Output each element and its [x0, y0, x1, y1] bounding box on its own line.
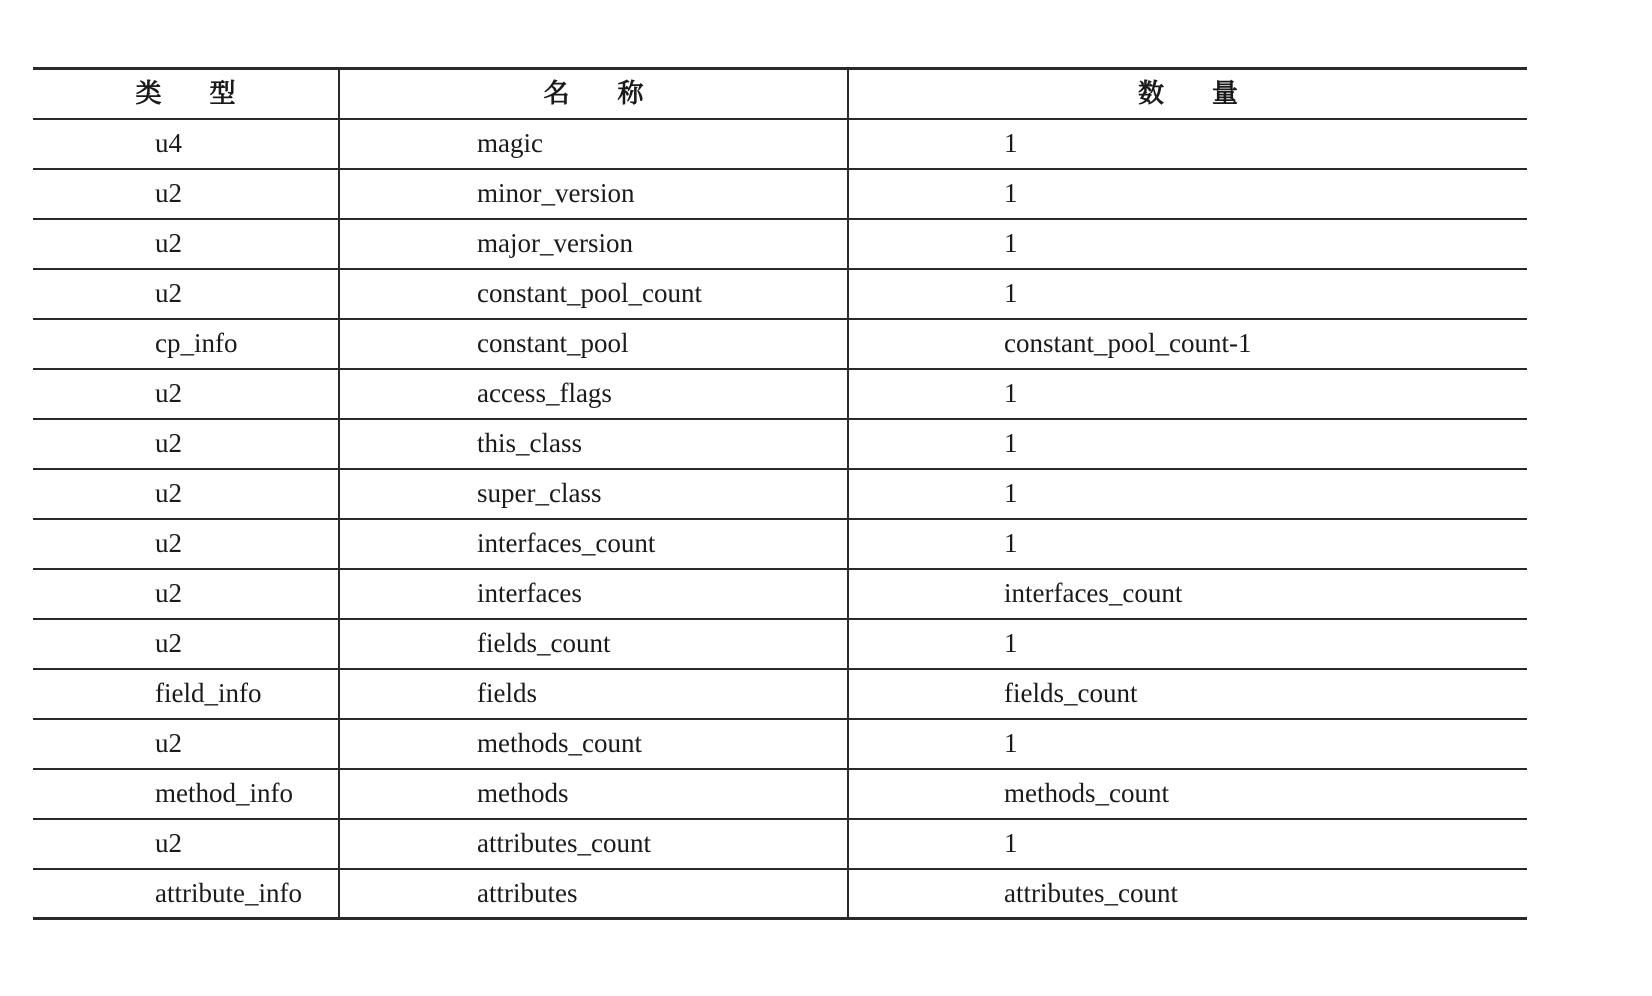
table-row: [33, 619, 1527, 669]
table-row: [33, 369, 1527, 419]
cell-type: u2: [33, 269, 339, 319]
cell-name: major_version: [339, 219, 848, 269]
cell-type: u2: [33, 419, 339, 469]
cell-name: methods: [339, 769, 848, 819]
cell-type: u2: [33, 369, 339, 419]
table-row: [33, 569, 1527, 619]
table-row: [33, 869, 1527, 919]
cell-quantity: 1: [848, 619, 1527, 669]
cell-type: u2: [33, 569, 339, 619]
cell-quantity: 1: [848, 219, 1527, 269]
header-type: 类型: [33, 69, 339, 119]
cell-quantity: interfaces_count: [848, 569, 1527, 619]
cell-name: attributes_count: [339, 819, 848, 869]
table-row: [33, 219, 1527, 269]
cell-quantity: 1: [848, 269, 1527, 319]
cell-name: this_class: [339, 419, 848, 469]
cell-type: u2: [33, 619, 339, 669]
cell-name: interfaces_count: [339, 519, 848, 569]
cell-quantity: 1: [848, 119, 1527, 169]
cell-type: attribute_info: [33, 869, 339, 919]
table-row: [33, 319, 1527, 369]
cell-name: attributes: [339, 869, 848, 919]
cell-name: minor_version: [339, 169, 848, 219]
table-row: [33, 469, 1527, 519]
cell-name: fields_count: [339, 619, 848, 669]
cell-name: constant_pool: [339, 319, 848, 369]
cell-quantity: 1: [848, 819, 1527, 869]
cell-quantity: attributes_count: [848, 869, 1527, 919]
table-row: [33, 169, 1527, 219]
cell-name: interfaces: [339, 569, 848, 619]
table-row: [33, 119, 1527, 169]
table-header: [33, 69, 1527, 119]
cell-quantity: 1: [848, 419, 1527, 469]
cell-type: u2: [33, 819, 339, 869]
cell-name: access_flags: [339, 369, 848, 419]
cell-type: u4: [33, 119, 339, 169]
cell-type: u2: [33, 169, 339, 219]
cell-type: method_info: [33, 769, 339, 819]
cell-quantity: 1: [848, 719, 1527, 769]
cell-name: methods_count: [339, 719, 848, 769]
table-row: [33, 519, 1527, 569]
table-row: [33, 669, 1527, 719]
header-row: [33, 69, 1527, 119]
table-row: [33, 419, 1527, 469]
cell-name: fields: [339, 669, 848, 719]
cell-type: u2: [33, 469, 339, 519]
table-row: [33, 719, 1527, 769]
cell-type: u2: [33, 219, 339, 269]
cell-name: constant_pool_count: [339, 269, 848, 319]
cell-quantity: 1: [848, 469, 1527, 519]
class-file-structure-table: [33, 67, 1527, 920]
cell-type: u2: [33, 719, 339, 769]
cell-name: magic: [339, 119, 848, 169]
header-quantity: 数量: [848, 69, 1527, 119]
cell-type: u2: [33, 519, 339, 569]
table-body: [33, 119, 1527, 919]
table-row: [33, 769, 1527, 819]
table-row: [33, 819, 1527, 869]
class-file-structure-table-container: [33, 67, 1527, 920]
cell-quantity: 1: [848, 169, 1527, 219]
cell-type: cp_info: [33, 319, 339, 369]
cell-quantity: fields_count: [848, 669, 1527, 719]
cell-type: field_info: [33, 669, 339, 719]
header-name: 名称: [339, 69, 848, 119]
table-row: [33, 269, 1527, 319]
cell-quantity: 1: [848, 519, 1527, 569]
cell-quantity: 1: [848, 369, 1527, 419]
cell-name: super_class: [339, 469, 848, 519]
cell-quantity: constant_pool_count-1: [848, 319, 1527, 369]
cell-quantity: methods_count: [848, 769, 1527, 819]
